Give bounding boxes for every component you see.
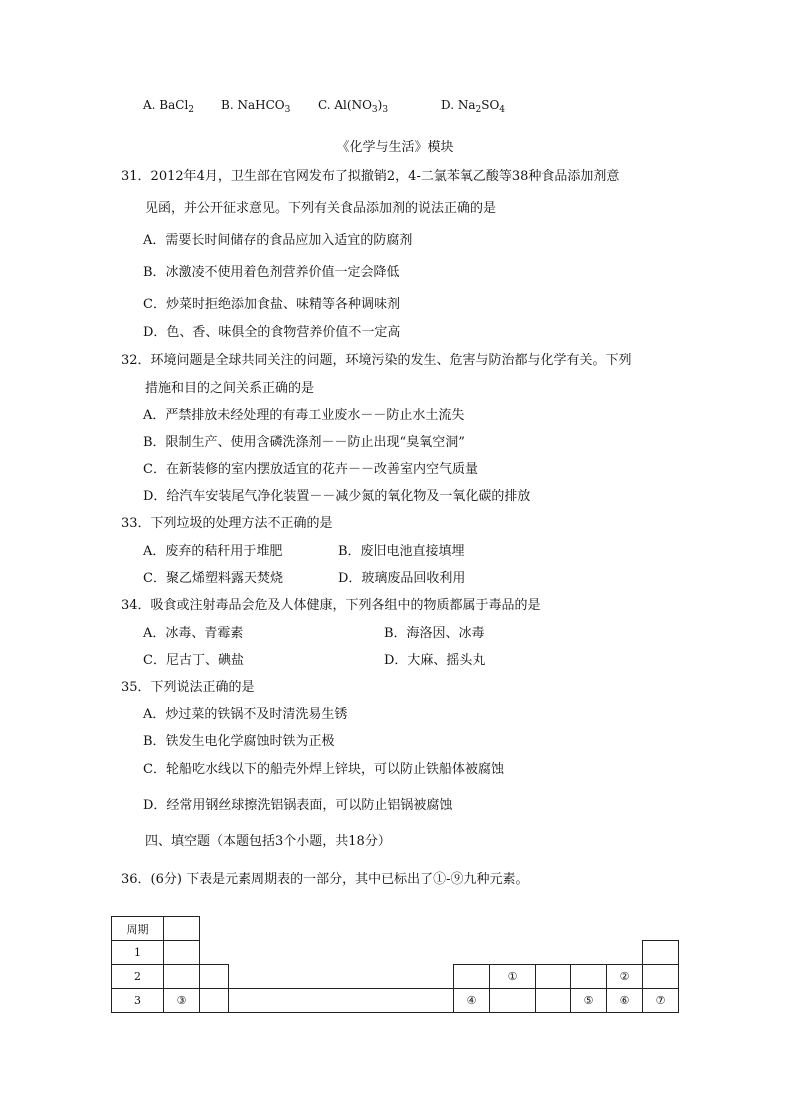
q34-option-a: A．冰毒、青霉素 (143, 626, 244, 641)
table-cell (164, 917, 200, 941)
q32-stem-line2: 措施和目的之间关系正确的是 (145, 381, 315, 396)
option-c-alno33: C. $Al(NO_3)_3$ (318, 98, 389, 115)
table-header-period: 周期 (112, 917, 164, 941)
table-cell (164, 965, 200, 989)
element-marker-3: ③ (164, 989, 200, 1013)
periodic-table-fragment (111, 916, 679, 1013)
option-d-na2so4: D. $Na_2SO_4$ (441, 98, 506, 115)
q31-option-a: A．需要长时间储存的食品应加入适宜的防腐剂 (143, 233, 413, 248)
table-cell (536, 989, 571, 1013)
section-heading: 四、填空题（本题包括3个小题，共18分） (145, 834, 391, 849)
option-a-bacl2: A. BaCl$_2$ (143, 98, 195, 115)
q35-option-c: C．轮船吃水线以下的船壳外焊上锌块，可以防止铁船体被腐蚀 (143, 762, 504, 777)
element-marker-4: ④ (454, 989, 490, 1013)
option-b-nahco3: B. NaHCO$_3$ (221, 98, 291, 115)
q34-option-b: B．海洛因、冰毒 (384, 626, 485, 641)
q33-option-d: D．玻璃废品回收利用 (338, 571, 466, 586)
q32-option-d: D．给汽车安装尾气净化装置－－减少氮的氧化物及一氧化碳的排放 (143, 489, 531, 504)
element-marker-6: ⑥ (607, 989, 643, 1013)
q32-option-c: C．在新装修的室内摆放适宜的花卉－－改善室内空气质量 (143, 462, 478, 477)
table-cell (200, 965, 229, 989)
element-marker-5: ⑤ (571, 989, 607, 1013)
period-label-3: 3 (112, 989, 164, 1013)
period-label-1: 1 (112, 941, 164, 965)
q31-stem-line1: 31．2012年4月，卫生部在官网发布了拟撤销2，4-二氯苯氧乙酸等38种食品添加剂意 (121, 169, 620, 184)
q35-option-b: B．铁发生电化学腐蚀时铁为正极 (143, 734, 335, 749)
element-marker-7: ⑦ (643, 989, 679, 1013)
q33-stem: 33．下列垃圾的处理方法不正确的是 (121, 516, 333, 531)
q32-stem-line1: 32．环境问题是全球共同关注的问题，环境污染的发生、危害与防治都与化学有关。下列 (121, 353, 632, 368)
table-cell (490, 989, 536, 1013)
table-cell (643, 965, 679, 989)
q34-option-d: D．大麻、摇头丸 (384, 653, 486, 668)
table-cell (643, 941, 679, 965)
period-label-2: 2 (112, 965, 164, 989)
q35-option-d: D．经常用钢丝球擦洗铝锅表面，可以防止铝锅被腐蚀 (143, 798, 453, 813)
q32-option-a: A．严禁排放未经处理的有毒工业废水－－防止水土流失 (143, 408, 465, 423)
q31-option-c: C．炒菜时拒绝添加食盐、味精等各种调味剂 (143, 297, 400, 312)
q31-option-b: B．冰激凌不使用着色剂营养价值一定会降低 (143, 265, 400, 280)
q33-option-b: B．废旧电池直接填埋 (338, 544, 465, 559)
table-cell (200, 989, 229, 1013)
q34-stem: 34．吸食或注射毒品会危及人体健康，下列各组中的物质都属于毒品的是 (121, 598, 541, 613)
q31-option-d: D．色、香、味俱全的食物营养价值不一定高 (143, 325, 401, 340)
module-title: 《化学与生活》模块 (336, 140, 454, 155)
q31-stem-line2: 见函，并公开征求意见。下列有关食品添加剂的说法正确的是 (145, 201, 497, 216)
q32-option-b: B．限制生产、使用含磷洗涤剂－－防止出现“臭氧空洞” (143, 435, 465, 450)
table-cell (164, 941, 200, 965)
q35-stem: 35．下列说法正确的是 (121, 680, 255, 695)
q36-stem: 36．(6分) 下表是元素周期表的一部分，其中已标出了①-⑨九种元素。 (121, 872, 529, 887)
q33-option-a: A．废弃的秸秆用于堆肥 (143, 544, 283, 559)
q33-option-c: C．聚乙烯塑料露天焚烧 (143, 571, 283, 586)
element-marker-1: ① (490, 965, 536, 989)
element-marker-2: ② (607, 965, 643, 989)
table-cell (571, 965, 607, 989)
table-cell (536, 965, 571, 989)
q35-option-a: A．炒过菜的铁锅不及时清洗易生锈 (143, 707, 348, 722)
table-cell (454, 965, 490, 989)
q34-option-c: C．尼古丁、碘盐 (143, 653, 244, 668)
